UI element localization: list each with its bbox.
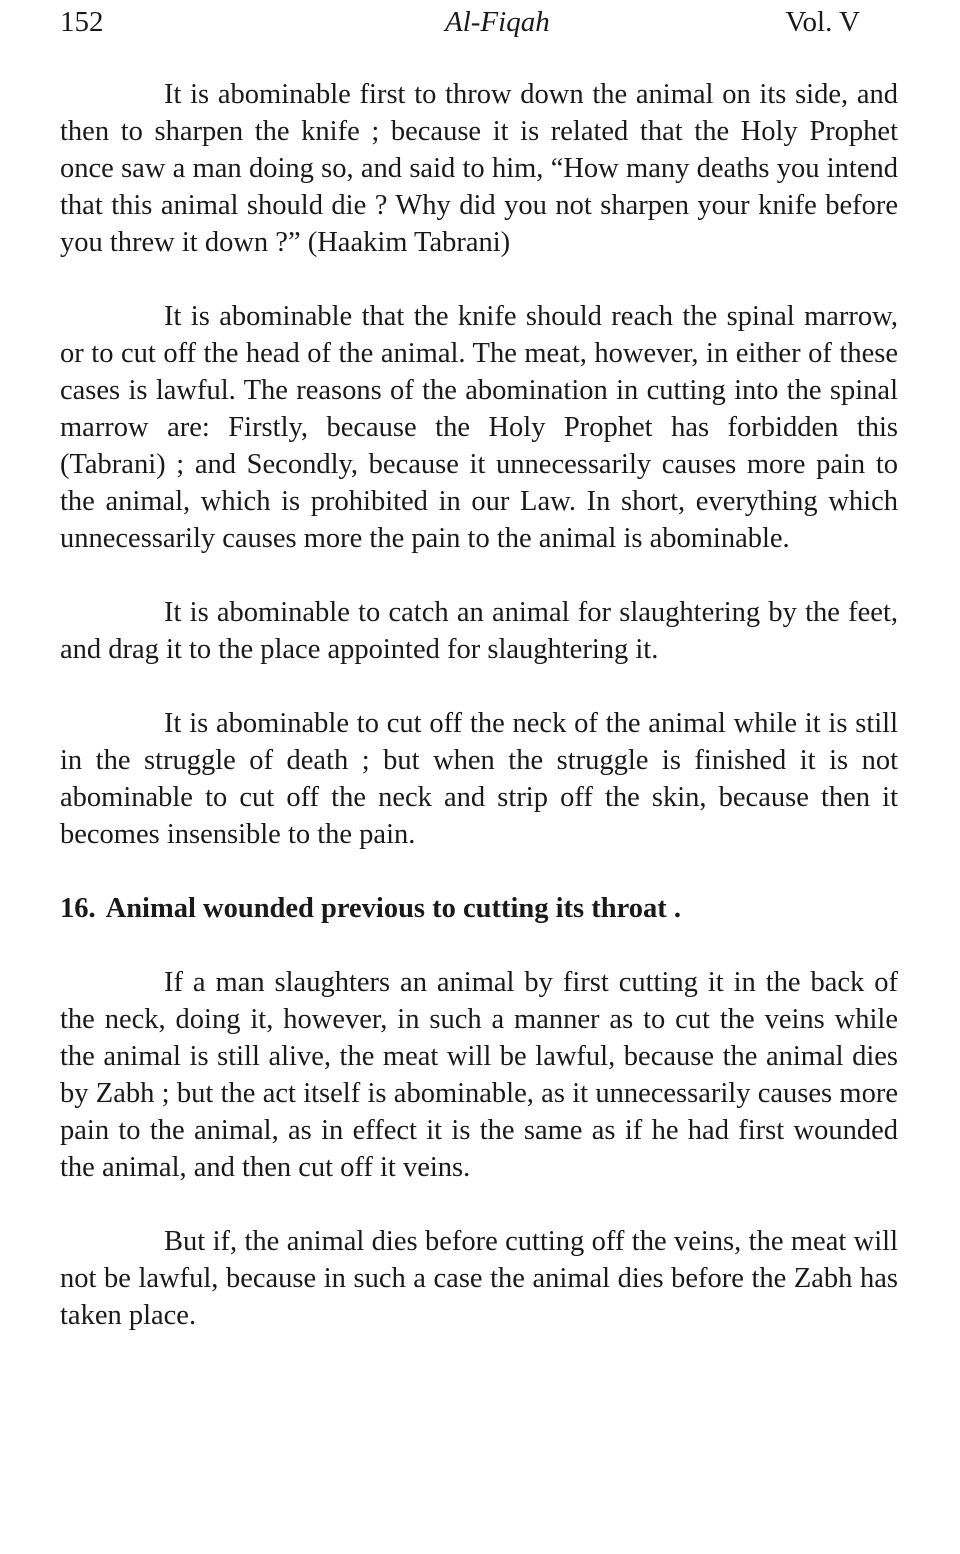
paragraph-dies-before-cutting: But if, the animal dies before cutting off the veins, the meat will not be lawful, because in such a case the animal dies before the Zabh has taken place.	[60, 1226, 898, 1331]
paragraph-spinal-marrow: It is abominable that the knife should reach the spinal marrow, or to cut off the head of the animal. The meat, however, in either of these cases is lawful. The reasons of the abomination in cutting into the spinal marrow are: Firstly, because the Holy Prophet has forbidden this (Tabrani) ; and Secondly, because it unnecessarily causes more pain to the animal, which is prohibited in our Law. In short, everything which unnecessarily causes more the pain to the animal is abominable.	[60, 301, 898, 554]
page-number: 152	[60, 6, 104, 38]
section-number: 16.	[60, 893, 96, 924]
paragraph-throwing-before-sharpening: It is abominable first to throw down the animal on its side, and then to sharpen the knife ; because it is related that the Holy Prophet once saw a man doing so, and said to him, “How many deaths you intend that this animal should die ? Why did you not sharpen your knife before you threw it down ?” (Haakim Tabrani)	[60, 79, 898, 258]
page-body	[60, 76, 898, 1371]
book-title: Al-Fiqah	[445, 6, 550, 38]
page-header	[60, 2, 860, 42]
paragraph-cutting-neck: It is abominable to cut off the neck of the animal while it is still in the struggle of death ; but when the struggle is finished it is not abominable to cut off the neck and strip off the skin, because then it becomes insensible to the pain.	[60, 708, 898, 850]
section-title: Animal wounded previous to cutting its throat .	[105, 893, 681, 924]
volume-label: Vol. V	[785, 6, 860, 38]
section-heading	[60, 890, 898, 927]
paragraph-dragging-by-feet: It is abominable to catch an animal for slaughtering by the feet, and drag it to the place appointed for slaughtering it.	[60, 597, 898, 665]
paragraph-back-of-neck: If a man slaughters an animal by first cutting it in the back of the neck, doing it, however, in such a manner as to cut the veins while the animal is still alive, the meat will be lawful, because the animal dies by Zabh ; but the act itself is abominable, as it unnecessarily causes more pain to the animal, as in effect it is the same as if he had first wounded the animal, and then cut off it veins.	[60, 967, 898, 1183]
